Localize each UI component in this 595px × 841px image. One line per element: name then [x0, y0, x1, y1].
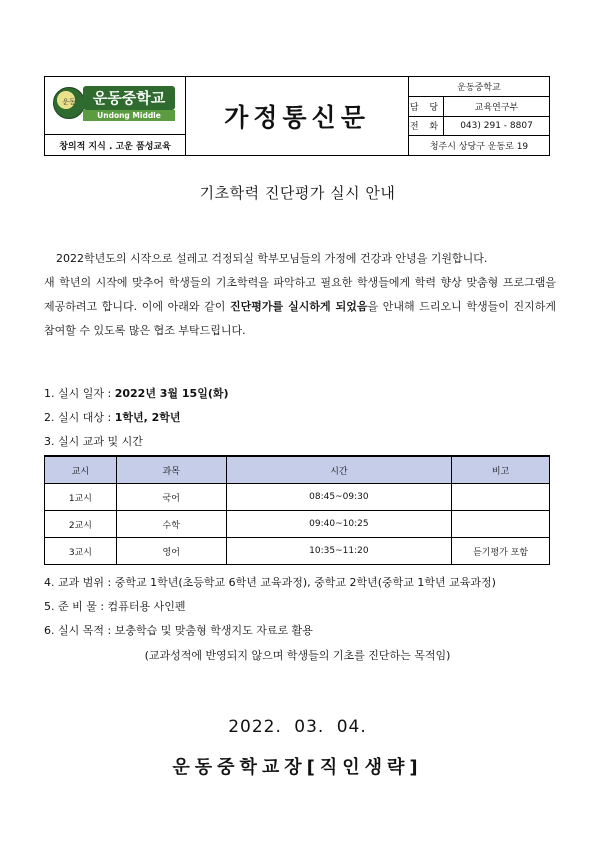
- exam-date-label: 1. 실시 일자 :: [44, 387, 115, 400]
- header-time: 시간: [226, 456, 452, 484]
- logo-subtitle: Undong Middle School: [83, 110, 175, 121]
- table-header-row: [45, 456, 550, 484]
- school-address: 청주시 상당구 운동로 19: [429, 142, 529, 153]
- subject-cell: 수학: [116, 511, 226, 538]
- time-cell: 08:45~09:30: [226, 484, 452, 511]
- intro-p2-end: 을 안내해 드리오니 학생들이 진지하게 참여할 수 있도록 많은 협조 부탁드립니다.: [44, 300, 556, 337]
- school-logo: [53, 85, 177, 131]
- table-row: [45, 538, 550, 565]
- target-item: [44, 406, 229, 430]
- purpose-item: 6. 실시 목적 : 보충학습 및 맞춤형 학생지도 자료로 활용: [44, 624, 313, 637]
- address-row: [409, 136, 549, 155]
- period-cell: 3교시: [45, 538, 117, 565]
- table-row: [45, 511, 550, 538]
- header-info: [409, 77, 549, 155]
- schedule-table: [44, 455, 550, 565]
- school-motto: 창의적 지식 . 고운 품성교육: [59, 141, 171, 152]
- prep-item: 5. 준 비 물 : 컴퓨터용 사인펜: [44, 600, 186, 613]
- phone-label: 전 화: [409, 117, 444, 136]
- exam-date-value: 2022년 3월 15일(화): [114, 387, 229, 400]
- info-items: [44, 382, 229, 454]
- phone-row: [409, 117, 549, 137]
- period-cell: 2교시: [45, 511, 117, 538]
- header-title-cell: [186, 77, 409, 155]
- time-cell: 10:35~11:20: [226, 538, 452, 565]
- info-items-2: [44, 571, 496, 643]
- emblem-text: 운동: [62, 97, 76, 106]
- intro-paragraph-1: 2022학년도의 시작으로 설레고 걱정되실 학부모님들의 가정에 건강과 안녕을 기원합니다.: [56, 252, 488, 265]
- phone-value: 043) 291 - 8807: [460, 120, 533, 131]
- exam-date-item: [44, 382, 229, 406]
- department-label: 담 당: [409, 97, 444, 116]
- remarks-cell: [452, 511, 550, 538]
- school-emblem-icon: [53, 87, 85, 119]
- school-name: 운동중학교: [457, 82, 501, 93]
- remarks-cell: 듣기평가 포함: [452, 538, 550, 565]
- school-name-row: [409, 77, 549, 97]
- department-row: [409, 97, 549, 117]
- logo-title: 운동중학교: [83, 86, 175, 110]
- table-row: [45, 484, 550, 511]
- header-subject: 과목: [116, 456, 226, 484]
- logo-cell: [45, 77, 185, 135]
- intro-p2-bold: 진단평가를 실시하게 되었음: [230, 300, 368, 313]
- header-period: 교시: [45, 456, 117, 484]
- intro-p2-start: 새 학년의 시작에 맞추어 학생들의 기초학력을 파악하고 필요한 학생들에게 학력 향상 맞춤형 프로그램을 제공하려고 합니다. 이에 아래와 같이: [44, 276, 556, 313]
- subject-cell: 영어: [116, 538, 226, 565]
- remarks-cell: [452, 484, 550, 511]
- target-value: 1학년, 2학년: [114, 411, 181, 424]
- scope-item: 4. 교과 범위 : 중학교 1학년(초등학교 6학년 교육과정), 중학교 2학년(중학교 1학년 교육과정): [44, 576, 496, 589]
- intro-text: [44, 247, 556, 343]
- document-type-title: 가정통신문: [224, 103, 370, 132]
- letter-header: [44, 76, 550, 156]
- header-left: [45, 77, 186, 155]
- department-value: 교육연구부: [474, 102, 519, 113]
- subject-cell: 국어: [116, 484, 226, 511]
- header-remarks: 비고: [452, 456, 550, 484]
- principal-signature: 운동중학교장[직인생략]: [172, 757, 423, 778]
- notice-title: 기초학력 진단평가 실시 안내: [199, 184, 396, 202]
- subjects-label: 3. 실시 교과 및 시간: [44, 435, 143, 448]
- period-cell: 1교시: [45, 484, 117, 511]
- time-cell: 09:40~10:25: [226, 511, 452, 538]
- issue-date: 2022. 03. 04.: [228, 717, 367, 737]
- intro-paragraph-2: [44, 271, 556, 343]
- target-label: 2. 실시 대상 :: [44, 411, 115, 424]
- purpose-note: (교과성적에 반영되지 않으며 학생들의 기초를 진단하는 목적임): [144, 649, 451, 662]
